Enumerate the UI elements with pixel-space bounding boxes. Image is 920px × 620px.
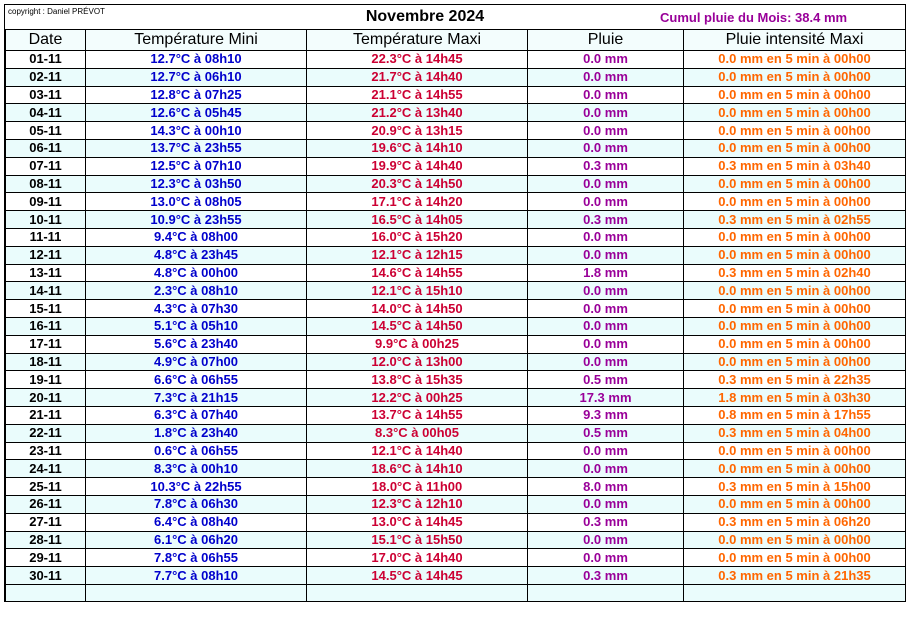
- table-row: [6, 478, 906, 496]
- row-temp-max: 20.9°C à 13h15: [307, 122, 528, 140]
- table-row: [6, 300, 906, 318]
- row-rain: 0.0 mm: [528, 228, 684, 246]
- row-rain-intensity: 0.0 mm en 5 min à 00h00: [684, 335, 906, 353]
- row-rain: 0.0 mm: [528, 246, 684, 264]
- row-temp-max: 21.7°C à 14h40: [307, 68, 528, 86]
- row-rain: 0.0 mm: [528, 460, 684, 478]
- row-rain-intensity: 0.0 mm en 5 min à 00h00: [684, 68, 906, 86]
- row-temp-min: 12.8°C à 07h25: [86, 86, 307, 104]
- header-rain: Pluie: [528, 30, 684, 51]
- row-temp-min: 10.9°C à 23h55: [86, 211, 307, 229]
- row-rain: 0.0 mm: [528, 549, 684, 567]
- row-rain-intensity: 0.0 mm en 5 min à 00h00: [684, 139, 906, 157]
- row-temp-max: 14.6°C à 14h55: [307, 264, 528, 282]
- row-temp-max: 16.5°C à 14h05: [307, 211, 528, 229]
- row-rain-intensity: 0.0 mm en 5 min à 00h00: [684, 300, 906, 318]
- table-row: [6, 531, 906, 549]
- row-temp-min: 13.0°C à 08h05: [86, 193, 307, 211]
- row-rain-intensity: 0.3 mm en 5 min à 06h20: [684, 513, 906, 531]
- row-rain-intensity: 0.0 mm en 5 min à 00h00: [684, 193, 906, 211]
- row-temp-max: 13.8°C à 15h35: [307, 371, 528, 389]
- row-date: 13-11: [6, 264, 86, 282]
- row-date: 30-11: [6, 567, 86, 585]
- row-rain: 0.0 mm: [528, 282, 684, 300]
- row-temp-min: 13.7°C à 23h55: [86, 139, 307, 157]
- row-rain: 0.0 mm: [528, 68, 684, 86]
- page-title: Novembre 2024: [365, 8, 485, 25]
- row-rain-intensity: 0.0 mm en 5 min à 00h00: [684, 86, 906, 104]
- row-temp-min: 7.3°C à 21h15: [86, 389, 307, 407]
- table-row: [6, 549, 906, 567]
- row-temp-max: 20.3°C à 14h50: [307, 175, 528, 193]
- row-rain: 0.0 mm: [528, 51, 684, 69]
- row-temp-max: 19.6°C à 14h10: [307, 139, 528, 157]
- row-date: 25-11: [6, 478, 86, 496]
- header-temp-min: Température Mini: [86, 30, 307, 51]
- row-date: 16-11: [6, 317, 86, 335]
- row-rain-intensity: 0.0 mm en 5 min à 00h00: [684, 175, 906, 193]
- row-date: 02-11: [6, 68, 86, 86]
- row-temp-max: 21.2°C à 13h40: [307, 104, 528, 122]
- row-temp-min: 6.3°C à 07h40: [86, 406, 307, 424]
- empty-cell: [86, 584, 307, 601]
- row-date: 22-11: [6, 424, 86, 442]
- table-row: [6, 86, 906, 104]
- row-rain-intensity: 0.3 mm en 5 min à 03h40: [684, 157, 906, 175]
- row-temp-min: 7.8°C à 06h55: [86, 549, 307, 567]
- row-rain: 0.0 mm: [528, 139, 684, 157]
- row-rain: 0.5 mm: [528, 371, 684, 389]
- row-rain: 0.3 mm: [528, 567, 684, 585]
- row-rain: 0.0 mm: [528, 122, 684, 140]
- row-date: 14-11: [6, 282, 86, 300]
- row-rain: 0.0 mm: [528, 335, 684, 353]
- weather-table: [5, 29, 906, 602]
- table-row: [6, 122, 906, 140]
- row-rain: 0.3 mm: [528, 211, 684, 229]
- row-date: 01-11: [6, 51, 86, 69]
- table-row: [6, 424, 906, 442]
- row-date: 26-11: [6, 495, 86, 513]
- row-temp-max: 12.1°C à 14h40: [307, 442, 528, 460]
- table-body: [6, 51, 906, 602]
- row-temp-max: 12.3°C à 12h10: [307, 495, 528, 513]
- row-rain-intensity: 0.0 mm en 5 min à 00h00: [684, 442, 906, 460]
- row-rain: 0.0 mm: [528, 300, 684, 318]
- empty-cell: [307, 584, 528, 601]
- row-temp-min: 7.8°C à 06h30: [86, 495, 307, 513]
- row-temp-min: 2.3°C à 08h10: [86, 282, 307, 300]
- row-rain-intensity: 0.3 mm en 5 min à 04h00: [684, 424, 906, 442]
- row-temp-min: 12.5°C à 07h10: [86, 157, 307, 175]
- header-temp-max: Température Maxi: [307, 30, 528, 51]
- row-rain-intensity: 0.0 mm en 5 min à 00h00: [684, 122, 906, 140]
- row-rain: 17.3 mm: [528, 389, 684, 407]
- row-rain-intensity: 0.3 mm en 5 min à 15h00: [684, 478, 906, 496]
- row-rain-intensity: 0.0 mm en 5 min à 00h00: [684, 495, 906, 513]
- table-row: [6, 389, 906, 407]
- table-row: [6, 264, 906, 282]
- table-row: [6, 228, 906, 246]
- empty-cell: [6, 584, 86, 601]
- row-date: 17-11: [6, 335, 86, 353]
- row-rain: 1.8 mm: [528, 264, 684, 282]
- row-temp-min: 4.8°C à 23h45: [86, 246, 307, 264]
- row-rain: 0.0 mm: [528, 495, 684, 513]
- header-date: Date: [6, 30, 86, 51]
- table-row: [6, 211, 906, 229]
- row-rain-intensity: 0.3 mm en 5 min à 22h35: [684, 371, 906, 389]
- row-rain-intensity: 0.8 mm en 5 min à 17h55: [684, 406, 906, 424]
- row-rain-intensity: 0.0 mm en 5 min à 00h00: [684, 317, 906, 335]
- row-rain: 0.5 mm: [528, 424, 684, 442]
- row-date: 15-11: [6, 300, 86, 318]
- row-rain: 9.3 mm: [528, 406, 684, 424]
- row-rain-intensity: 0.3 mm en 5 min à 21h35: [684, 567, 906, 585]
- row-rain: 0.0 mm: [528, 317, 684, 335]
- row-temp-max: 9.9°C à 00h25: [307, 335, 528, 353]
- row-temp-max: 21.1°C à 14h55: [307, 86, 528, 104]
- table-header-row: [6, 30, 906, 51]
- table-row: [6, 317, 906, 335]
- table-row: [6, 51, 906, 69]
- row-rain: 0.0 mm: [528, 442, 684, 460]
- empty-cell: [528, 584, 684, 601]
- row-temp-min: 1.8°C à 23h40: [86, 424, 307, 442]
- row-date: 29-11: [6, 549, 86, 567]
- row-temp-max: 13.7°C à 14h55: [307, 406, 528, 424]
- table-row: [6, 495, 906, 513]
- row-date: 24-11: [6, 460, 86, 478]
- row-date: 05-11: [6, 122, 86, 140]
- row-rain-intensity: 1.8 mm en 5 min à 03h30: [684, 389, 906, 407]
- row-temp-min: 0.6°C à 06h55: [86, 442, 307, 460]
- table-row: [6, 371, 906, 389]
- row-temp-min: 8.3°C à 00h10: [86, 460, 307, 478]
- monthly-rain-total: Cumul pluie du Mois: 38.4 mm: [660, 10, 848, 25]
- row-rain: 0.3 mm: [528, 157, 684, 175]
- row-temp-max: 17.0°C à 14h40: [307, 549, 528, 567]
- row-temp-max: 19.9°C à 14h40: [307, 157, 528, 175]
- row-rain-intensity: 0.0 mm en 5 min à 00h00: [684, 460, 906, 478]
- table-row: [6, 139, 906, 157]
- row-rain: 0.0 mm: [528, 104, 684, 122]
- row-rain-intensity: 0.0 mm en 5 min à 00h00: [684, 228, 906, 246]
- row-temp-max: 17.1°C à 14h20: [307, 193, 528, 211]
- row-rain-intensity: 0.0 mm en 5 min à 00h00: [684, 104, 906, 122]
- row-date: 10-11: [6, 211, 86, 229]
- row-date: 11-11: [6, 228, 86, 246]
- row-temp-max: 14.0°C à 14h50: [307, 300, 528, 318]
- row-temp-max: 15.1°C à 15h50: [307, 531, 528, 549]
- table-row: [6, 282, 906, 300]
- row-temp-min: 12.6°C à 05h45: [86, 104, 307, 122]
- row-date: 07-11: [6, 157, 86, 175]
- table-row: [6, 513, 906, 531]
- row-temp-min: 10.3°C à 22h55: [86, 478, 307, 496]
- row-temp-min: 4.8°C à 00h00: [86, 264, 307, 282]
- row-date: 21-11: [6, 406, 86, 424]
- copyright-text: copyright : Daniel PRÉVOT: [8, 7, 105, 16]
- row-temp-min: 7.7°C à 08h10: [86, 567, 307, 585]
- row-rain-intensity: 0.0 mm en 5 min à 00h00: [684, 282, 906, 300]
- row-temp-max: 12.2°C à 00h25: [307, 389, 528, 407]
- row-temp-max: 12.1°C à 12h15: [307, 246, 528, 264]
- row-temp-min: 9.4°C à 08h00: [86, 228, 307, 246]
- table-row: [6, 353, 906, 371]
- table-row: [6, 442, 906, 460]
- row-date: 20-11: [6, 389, 86, 407]
- row-date: 28-11: [6, 531, 86, 549]
- row-rain-intensity: 0.0 mm en 5 min à 00h00: [684, 531, 906, 549]
- row-rain-intensity: 0.3 mm en 5 min à 02h55: [684, 211, 906, 229]
- row-temp-min: 4.3°C à 07h30: [86, 300, 307, 318]
- row-date: 04-11: [6, 104, 86, 122]
- row-date: 09-11: [6, 193, 86, 211]
- row-rain: 0.0 mm: [528, 86, 684, 104]
- row-temp-max: 8.3°C à 00h05: [307, 424, 528, 442]
- row-temp-max: 18.0°C à 11h00: [307, 478, 528, 496]
- table-row: [6, 68, 906, 86]
- row-rain: 0.0 mm: [528, 193, 684, 211]
- table-row: [6, 175, 906, 193]
- row-temp-min: 12.7°C à 08h10: [86, 51, 307, 69]
- row-rain: 0.0 mm: [528, 353, 684, 371]
- row-temp-max: 18.6°C à 14h10: [307, 460, 528, 478]
- table-row: [6, 193, 906, 211]
- header-rain-intensity: Pluie intensité Maxi: [684, 30, 906, 51]
- row-temp-min: 6.6°C à 06h55: [86, 371, 307, 389]
- row-date: 19-11: [6, 371, 86, 389]
- table-row: [6, 567, 906, 585]
- table-row-empty: [6, 584, 906, 601]
- row-rain-intensity: 0.0 mm en 5 min à 00h00: [684, 353, 906, 371]
- table-row: [6, 460, 906, 478]
- row-temp-min: 12.3°C à 03h50: [86, 175, 307, 193]
- row-temp-max: 13.0°C à 14h45: [307, 513, 528, 531]
- row-date: 23-11: [6, 442, 86, 460]
- table-row: [6, 406, 906, 424]
- row-temp-min: 4.9°C à 07h00: [86, 353, 307, 371]
- row-date: 06-11: [6, 139, 86, 157]
- row-temp-min: 5.1°C à 05h10: [86, 317, 307, 335]
- table-row: [6, 246, 906, 264]
- row-date: 12-11: [6, 246, 86, 264]
- row-temp-min: 6.4°C à 08h40: [86, 513, 307, 531]
- empty-cell: [684, 584, 906, 601]
- row-temp-min: 12.7°C à 06h10: [86, 68, 307, 86]
- row-temp-max: 12.1°C à 15h10: [307, 282, 528, 300]
- row-rain-intensity: 0.0 mm en 5 min à 00h00: [684, 549, 906, 567]
- row-date: 03-11: [6, 86, 86, 104]
- table-row: [6, 335, 906, 353]
- row-temp-max: 14.5°C à 14h45: [307, 567, 528, 585]
- row-temp-max: 12.0°C à 13h00: [307, 353, 528, 371]
- row-rain-intensity: 0.0 mm en 5 min à 00h00: [684, 246, 906, 264]
- row-rain: 0.3 mm: [528, 513, 684, 531]
- row-temp-min: 6.1°C à 06h20: [86, 531, 307, 549]
- table-row: [6, 157, 906, 175]
- row-rain: 0.0 mm: [528, 175, 684, 193]
- row-rain: 0.0 mm: [528, 531, 684, 549]
- row-temp-max: 16.0°C à 15h20: [307, 228, 528, 246]
- row-date: 08-11: [6, 175, 86, 193]
- row-date: 27-11: [6, 513, 86, 531]
- row-temp-max: 14.5°C à 14h50: [307, 317, 528, 335]
- row-rain-intensity: 0.3 mm en 5 min à 02h40: [684, 264, 906, 282]
- row-rain: 8.0 mm: [528, 478, 684, 496]
- table-row: [6, 104, 906, 122]
- row-temp-min: 14.3°C à 00h10: [86, 122, 307, 140]
- row-temp-min: 5.6°C à 23h40: [86, 335, 307, 353]
- row-rain-intensity: 0.0 mm en 5 min à 00h00: [684, 51, 906, 69]
- row-date: 18-11: [6, 353, 86, 371]
- row-temp-max: 22.3°C à 14h45: [307, 51, 528, 69]
